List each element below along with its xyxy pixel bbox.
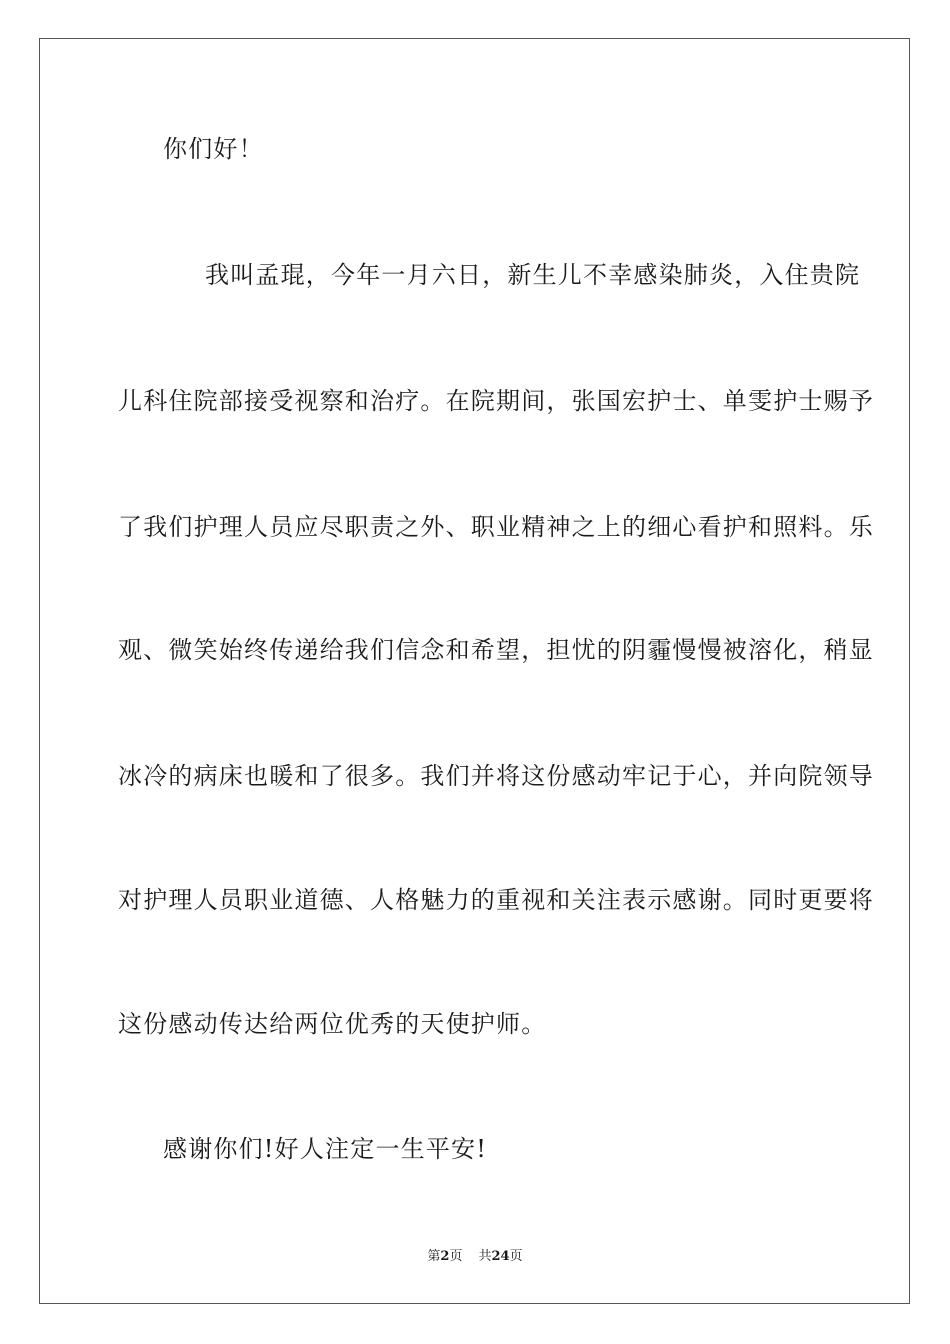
paragraph-line-3: 了我们护理人员应尽职责之外、职业精神之上的细心看护和照料。乐 <box>118 513 874 541</box>
paragraph-line-6: 对护理人员职业道德、人格魅力的重视和关注表示感谢。同时更要将 <box>118 886 874 914</box>
paragraph-line-7: 这份感动传达给两位优秀的天使护师。 <box>118 1010 547 1038</box>
paragraph-line-4: 观、微笑始终传递给我们信念和希望，担忧的阴霾慢慢被溶化，稍显 <box>118 636 874 664</box>
total-suffix: 页 <box>509 1249 523 1264</box>
paragraph-line-1: 我叫孟琨，今年一月六日，新生儿不幸感染肺炎，入住贵院 <box>205 261 861 289</box>
total-pages: 24 <box>491 1249 510 1264</box>
paragraph-line-2: 儿科住院部接受视察和治疗。在院期间，张国宏护士、单雯护士赐予 <box>118 387 874 415</box>
total-prefix: 共 <box>478 1249 492 1264</box>
paragraph-line-5: 冰冷的病床也暖和了很多。我们并将这份感动牢记于心，并向院领导 <box>118 762 874 790</box>
page-prefix: 第 <box>427 1249 441 1264</box>
page-border <box>39 38 910 1304</box>
closing-text: 感谢你们!好人注定一生平安! <box>163 1135 488 1163</box>
page-number: 2 <box>440 1249 450 1264</box>
page-footer <box>0 1248 950 1266</box>
page-suffix: 页 <box>449 1249 463 1264</box>
greeting-text: 你们好！ <box>163 135 264 163</box>
